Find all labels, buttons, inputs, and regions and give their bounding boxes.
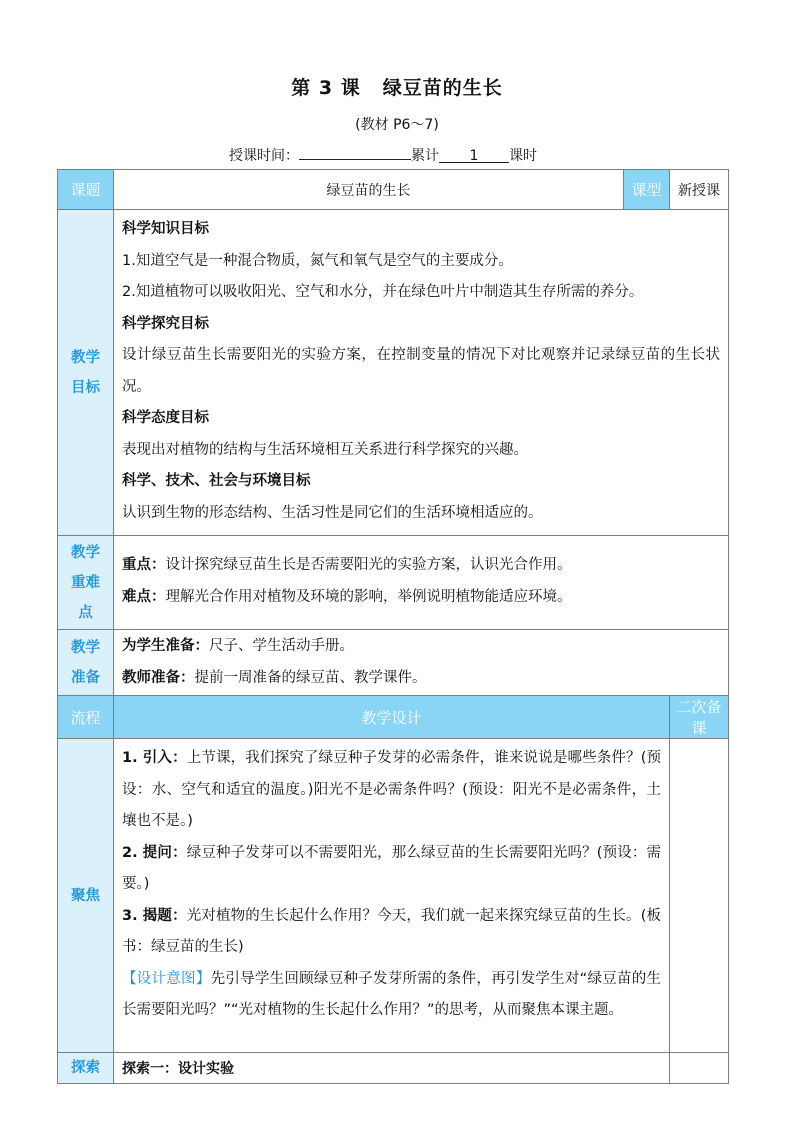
design-intent-label: 【设计意图】: [122, 970, 211, 987]
inquiry-text: 设计绿豆苗生长需要阳光的实验方案，在控制变量的情况下对比观察并记录绿豆苗的生长状况。: [122, 347, 720, 395]
stse-heading: 科学、技术、社会与环境目标: [122, 473, 311, 489]
objectives-content: [114, 210, 729, 536]
student-prep-label: 为学生准备：: [122, 638, 209, 654]
flow-header: 流程: [58, 696, 114, 739]
lesson-plan-table: [57, 169, 729, 1084]
intro-text: 上节课，我们探究了绿豆种子发芽的必需条件，谁来说说是哪些条件？(预设：水、空气和适宜的温度。)阳光不是必需条件吗？(预设：阳光不是必需条件，土壤也不是。): [122, 750, 661, 829]
teacher-prep-label: 教师准备：: [122, 669, 195, 686]
attitude-heading: 科学态度目标: [122, 410, 209, 426]
explore-content: [114, 1053, 670, 1084]
process-header-row: [58, 696, 729, 739]
explore-second-prep: [670, 1053, 729, 1084]
intro-number: 1. 引入：: [122, 750, 187, 766]
design-header: 教学设计: [114, 696, 670, 739]
explore-row: [58, 1053, 729, 1084]
teacher-prep-text: 提前一周准备的绿豆苗、教学课件。: [194, 669, 427, 686]
period-label: 课时: [509, 148, 537, 164]
preparation-row: [58, 630, 729, 696]
design-intent-text: 先引导学生回顾绿豆种子发芽所需的条件，再引发学生对“绿豆苗的生长需要阳光吗？”“光对植物的生长起什么作用？”的思考，从而聚焦本课主题。: [122, 970, 662, 1018]
question-number: 2. 提问：: [122, 844, 187, 861]
knowledge-item-2: 2.知道植物可以吸收阳光、空气和水分，并在绿色叶片中制造其生存所需的养分。: [122, 284, 644, 300]
cumulative-label: 累计: [411, 148, 439, 164]
topic-row: [58, 170, 729, 210]
focus-content: [114, 739, 670, 1053]
time-label: 授课时间：: [229, 148, 299, 164]
difficult-text: 理解光合作用对植物及环境的影响，举例说明植物能适应环境。: [165, 588, 572, 605]
focus-label: 聚焦: [58, 739, 114, 1053]
topic-reveal-number: 3. 揭题：: [122, 907, 187, 924]
explore-text: 探索一：设计实验: [122, 1061, 234, 1077]
objectives-label: 教学 目标: [58, 210, 114, 536]
difficult-label: 难点：: [122, 588, 166, 605]
lesson-title: 绿豆苗的生长: [382, 77, 503, 99]
second-prep-header: 二次备课: [670, 696, 729, 739]
preparation-label: 教学 准备: [58, 630, 114, 696]
question-text: 绿豆种子发芽可以不需要阳光，那么绿豆苗的生长需要阳光吗？(预设：需要。): [122, 844, 661, 892]
keypoints-row: [58, 536, 729, 630]
schedule-line: [229, 145, 537, 165]
keypoints-label: 教学 重难 点: [58, 536, 114, 630]
lesson-title-line: [0, 73, 794, 100]
focus-second-prep: [670, 739, 729, 1053]
knowledge-heading: 科学知识目标: [122, 221, 209, 237]
topic-reveal-text: 光对植物的生长起什么作用？今天，我们就一起来探究绿豆苗的生长。(板书：绿豆苗的生长): [122, 907, 661, 955]
objectives-row: [58, 210, 729, 536]
topic-value: 绿豆苗的生长: [114, 170, 624, 210]
knowledge-item-1: 1.知道空气是一种混合物质，氮气和氧气是空气的主要成分。: [122, 252, 513, 269]
preparation-content: [114, 630, 729, 696]
textbook-pages: (教材 P6～7): [355, 117, 439, 133]
attitude-text: 表现出对植物的结构与生活环境相互关系进行科学探究的兴趣。: [122, 441, 528, 458]
explore-label: 探索: [58, 1053, 114, 1084]
type-value: 新授课: [670, 170, 729, 210]
inquiry-heading: 科学探究目标: [122, 315, 209, 332]
focus-row: [58, 739, 729, 1053]
type-label: 课型: [624, 170, 670, 210]
topic-label: 课题: [58, 170, 114, 210]
cumulative-value: 1: [439, 148, 509, 163]
lesson-number: 第 3 课: [291, 77, 361, 99]
key-label: 重点：: [122, 557, 166, 573]
keypoints-content: [114, 536, 729, 630]
stse-text: 认识到生物的形态结构、生活习性是同它们的生活环境相适应的。: [122, 504, 543, 521]
key-text: 设计探究绿豆苗生长是否需要阳光的实验方案，认识光合作用。: [165, 557, 572, 573]
student-prep-text: 尺子、学生活动手册。: [209, 638, 354, 654]
time-blank: [299, 145, 411, 160]
